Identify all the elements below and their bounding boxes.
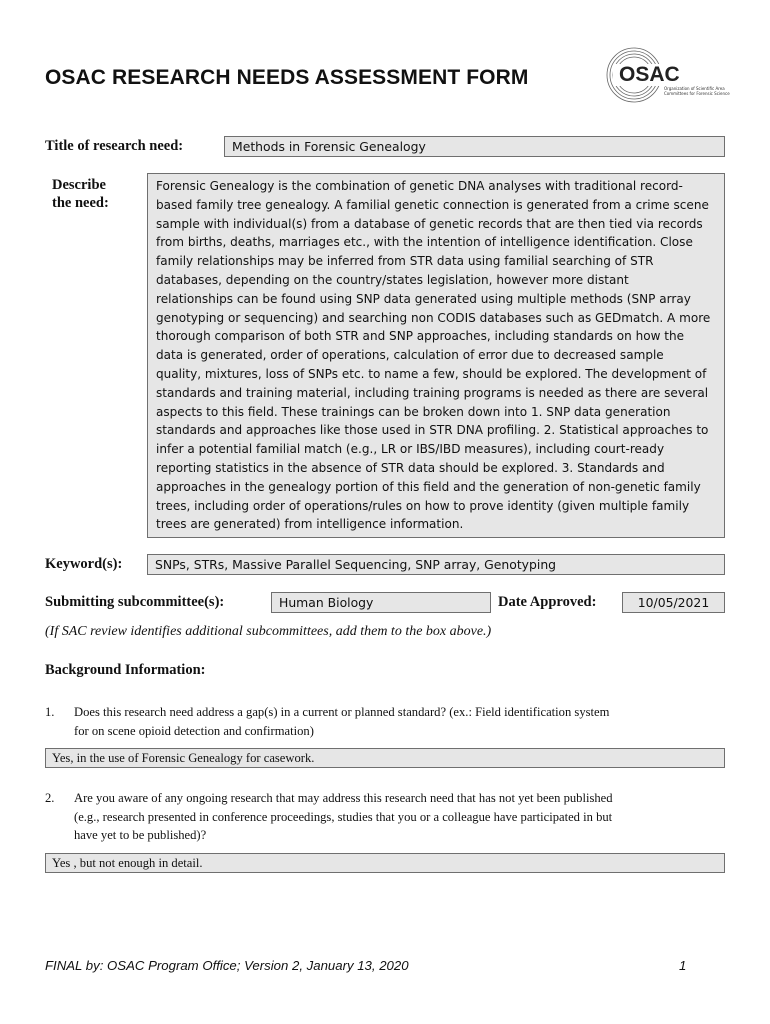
question-2-line: have yet to be published)? (74, 828, 207, 843)
question-2-text (74, 789, 734, 845)
description-line: trees, including order of operations/rules on how to prove identity (given multiple family (156, 498, 690, 513)
description-line: data is generated, order of operations, calculation of error due to decreased sample (156, 348, 664, 363)
osac-logo (605, 46, 730, 104)
describe-label-line2: the need: (52, 195, 109, 211)
subcommittee-label: Submitting subcommittee(s): (45, 594, 225, 610)
question-1-line: for on scene opioid detection and confirmation) (74, 723, 314, 738)
describe-label (52, 176, 109, 212)
question-2-line: (e.g., research presented in conference proceedings, studies that you or a colleague have participated in but (74, 809, 613, 824)
page-number: 1 (679, 958, 687, 973)
description-line: standards and training material, including training programs is needed as there are several (156, 385, 709, 400)
description-line: quality, mixtures, loss of SNPs etc. to name a few, should be explored. The development of (156, 366, 707, 381)
question-2-number: 2. (45, 791, 55, 805)
question-1-line: Does this research need address a gap(s) in a current or planned standard? (ex.: Field identification system (74, 705, 610, 719)
osac-wordmark: OSAC (619, 63, 680, 86)
form-title: OSAC RESEARCH NEEDS ASSESSMENT FORM (45, 66, 529, 89)
description-line: aspects to this field. These trainings can be broken down into 1. SNP data generation (156, 404, 671, 419)
osac-tagline-1: Organization of Scientific Area (664, 86, 725, 91)
description-line: sample with individual(s) from a database of genetic records that are then tied via records (156, 216, 703, 231)
description-field[interactable] (147, 173, 725, 538)
description-line: standards and approaches like those used in STR DNA profiling. 2. Statistical approaches to (156, 423, 709, 438)
osac-tagline-2: Committees for Forensic Science (664, 91, 730, 96)
description-line: databases, depending on the country/states legislation, however more distant (156, 272, 629, 287)
description-line: reporting statistics in the absence of STR data should be explored. 3. Standards and (156, 460, 665, 475)
description-line: genotyping or sequencing) and searching non CODIS databases such as GEDmatch. A more (156, 310, 711, 325)
describe-label-line1: Describe (52, 177, 106, 193)
keywords-label: Keyword(s): (45, 556, 123, 572)
question-2-line: Are you aware of any ongoing research that may address this research need that has not yet been published (74, 791, 613, 805)
keywords-field[interactable]: SNPs, STRs, Massive Parallel Sequencing, SNP array, Genotyping (147, 554, 725, 575)
subcommittee-field[interactable]: Human Biology (271, 592, 491, 613)
description-line: based family tree genealogy. A familial genetic connection is generated from a crime scene (156, 197, 709, 212)
date-approved-field[interactable]: 10/05/2021 (622, 592, 725, 613)
question-1-answer-field[interactable]: Yes, in the use of Forensic Genealogy for casework. (45, 748, 725, 768)
background-heading: Background Information: (45, 662, 206, 678)
question-2-answer-field[interactable]: Yes , but not enough in detail. (45, 853, 725, 873)
description-line: approaches in the genealogy portion of this field and the generation of non-genetic family (156, 479, 701, 494)
description-line: relationships can be found using SNP data generated using multiple methods (SNP array (156, 291, 691, 306)
description-line: thorough comparison of both STR and SNP approaches, including standards on how the (156, 329, 685, 344)
description-line: trees are generated) from intelligence information. (156, 517, 464, 532)
description-line: from births, deaths, marriages etc., with the intention of intelligence identification. Close (156, 235, 693, 250)
date-approved-label: Date Approved: (498, 594, 597, 610)
title-label: Title of research need: (45, 138, 184, 154)
description-line: family relationships may be inferred from STR data using familial searching of STR (156, 254, 654, 269)
subcommittee-note: (If SAC review identifies additional subcommittees, add them to the box above.) (45, 624, 492, 639)
question-1-number: 1. (45, 705, 55, 719)
description-line: Forensic Genealogy is the combination of genetic DNA analyses with traditional record- (156, 179, 683, 193)
title-field[interactable]: Methods in Forensic Genealogy (224, 136, 725, 157)
description-line: infer a potential familial match (e.g., LR or IBS/IBD measures), including court-ready (156, 442, 665, 457)
footer-text: FINAL by: OSAC Program Office; Version 2, January 13, 2020 (45, 958, 409, 973)
question-1-text (74, 703, 734, 740)
